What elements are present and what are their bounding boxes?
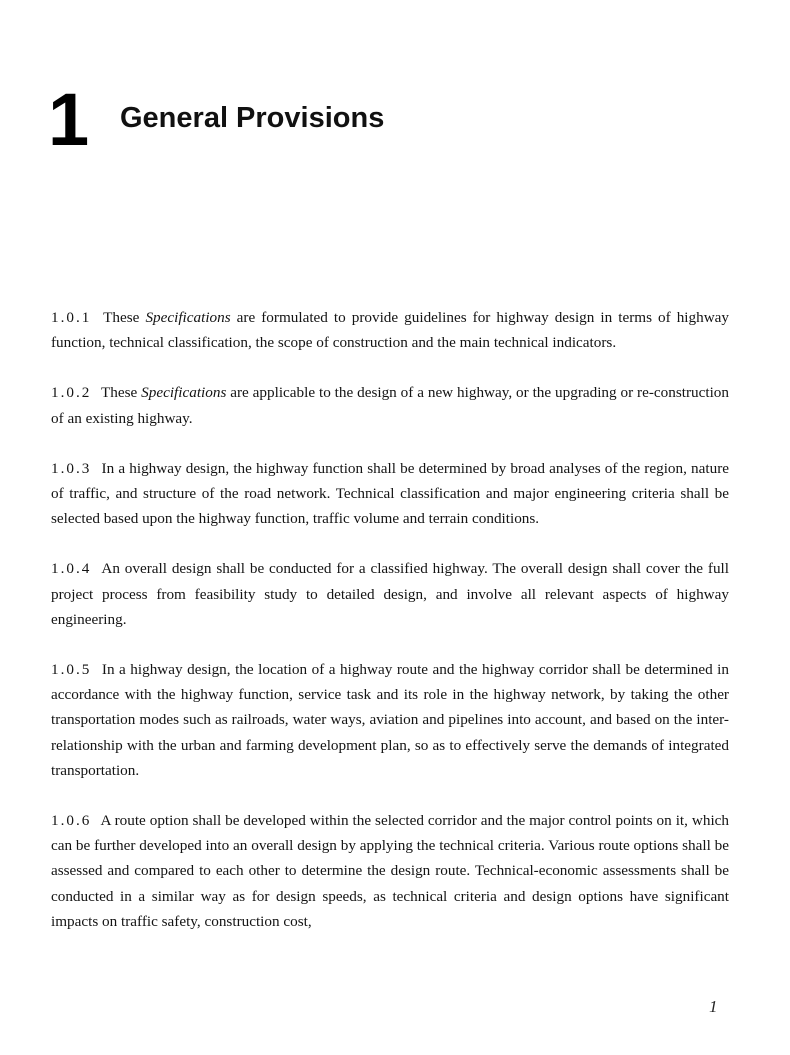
chapter-title: General Provisions [120,102,385,134]
clause-text: In a highway design, the location of a highway route and the highway corridor shall be determined in accordance with the highway function, service task and its role in the highway network, by taking the other transportation modes such as railroads, water ways, aviation and pipelines into account, and based on the inter-relationship with the urban and farming development plan, so as to effectively serve the demands of integrated transportation. [51,661,729,779]
page-number: 1 [709,997,718,1016]
clause-1-0-3 [51,456,729,532]
clause-number: 1.0.2 [51,384,92,402]
clause-1-0-5 [51,657,729,783]
clause-text: An overall design shall be conducted for a classified highway. The overall design shall cover the full project process from feasibility study to detailed design, and involve all relevant aspects of highway engineering. [51,560,729,628]
clause-text-lead: These [101,384,142,402]
clause-1-0-4 [51,556,729,632]
clause-1-0-2 [51,380,729,430]
clause-number: 1.0.4 [51,560,92,578]
clause-text: In a highway design, the highway function shall be determined by broad analyses of the region, nature of traffic, and structure of the road network. Technical classification and major engineering criteria shall be selected based upon the highway function, traffic volume and terrain conditions. [51,459,730,528]
clause-text-tail: are formulated to provide guidelines for highway design in terms of highway function, technical classification, the scope of construction and the main technical indicators. [51,309,729,352]
clause-number: 1.0.5 [51,661,92,679]
clause-number: 1.0.3 [51,459,92,477]
clause-emphasis: Specifications [145,309,231,326]
clause-text-lead: These [103,309,146,326]
clause-list [51,305,729,959]
clause-text: A route option shall be developed within the selected corridor and the major control points on it, which can be further developed into an overall design by applying the technical criteria. Various route options shall be assessed and compared to each other to determine the design route. Technical-economic assessments shall be conducted in a similar way as for design speeds, as technical criteria and design options have significant impacts on traffic safety, construction cost, [51,812,729,930]
clause-number: 1.0.6 [51,812,92,830]
clause-number: 1.0.1 [51,309,92,326]
chapter-number: 1 [48,78,90,161]
clause-1-0-1 [51,305,729,355]
clause-emphasis: Specifications [141,384,227,402]
clause-text-tail: are applicable to the design of a new highway, or the upgrading or re-construction of an existing highway. [51,384,729,427]
clause-1-0-6 [51,808,729,934]
